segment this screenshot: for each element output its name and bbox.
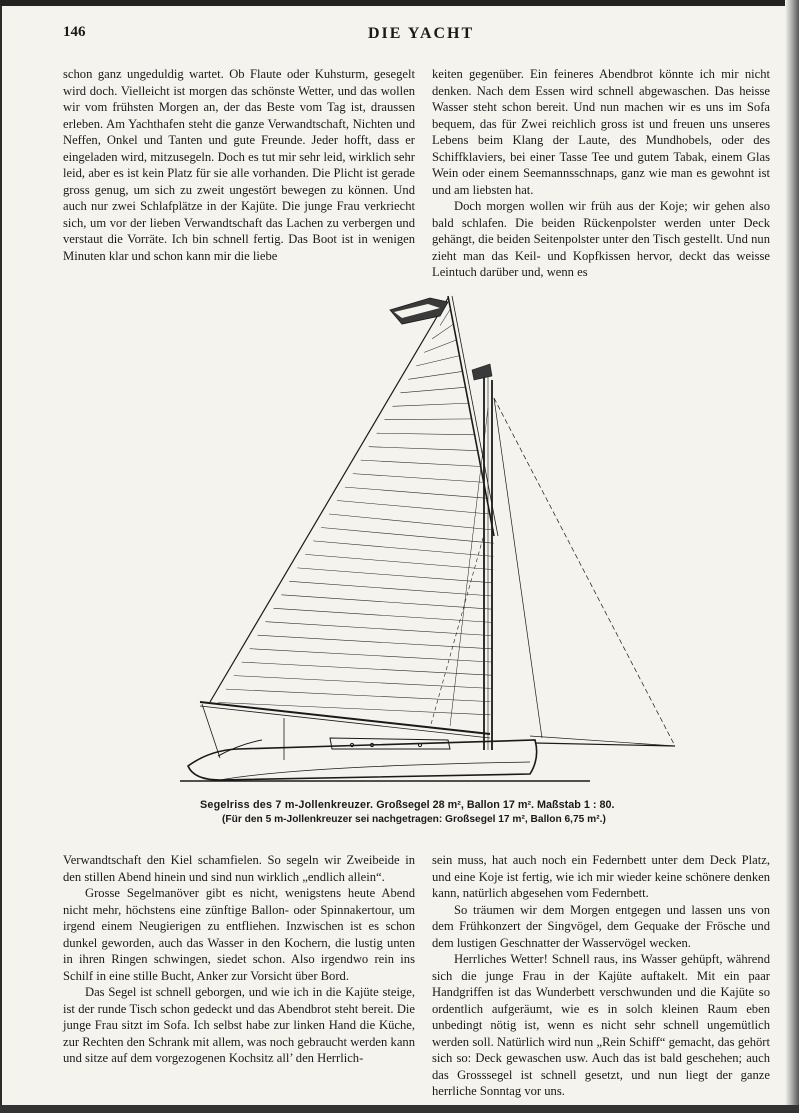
sail-seam-line [321, 528, 494, 544]
sail-seam-line [416, 356, 460, 366]
sail-seam-line [393, 403, 470, 406]
paragraph: Verwandtschaft den Kiel schamfielen. So segeln wir Zweibeide in den stillen Abend hinein und sind nun wirklich „endlich allein“. [63, 853, 415, 884]
paragraph: schon ganz ungeduldig wartet. Ob Flaute oder Kuhsturm, gesegelt wird doch. Vielleicht ist morgen das schönste Wetter, und das wollen wir vom frühsten Morgen an, der das Beste vom Tag ist, draussen erleben. Am Yachthafen steht die ganze Verwandtschaft, Nichten und Neffen, Onkel und Tanten und gute Freunde. Jeder hofft, dass er eingeladen wird, mitzusegeln. Doch es tut mir sehr leid, wirklich sehr leid, aber es ist kein Platz für sie alle vorhanden. Die Plicht ist gerade gross genug, um sich zu zweit ungestört bewegen zu können. Und auch nur zwei Schlafplätze in der Kajüte. Die junge Frau verkriecht sich, um vor der lieben Verwandtschaft das Lachen zu verbergen und verstaut die Vorräte. Ich bin schnell fertig. Das Boot ist in wenigen Minuten klar und schon kann mir die liebe [63, 67, 415, 263]
sail-seam-line [361, 460, 482, 466]
text-column-bottom-right [432, 852, 770, 1100]
sail-seam-line [377, 433, 476, 435]
running-title: DIE YACHT [368, 25, 475, 42]
sail-seam-line [234, 676, 491, 689]
sail-seam-line [289, 581, 492, 596]
paragraph: Doch morgen wollen wir früh aus der Koje; wir gehen also bald schlafen. Die beiden Rückenpolster werden unter Deck gehängt, die beiden Seitenpolster unter den Tisch gestellt. Und nun zieht man das Keil- und Kopfkissen hervor, deckt das weisse Leintuch darüber und, wenn es [432, 199, 770, 279]
sail-seam-line [345, 487, 488, 498]
sail-seam-line [250, 649, 492, 662]
sail-seam-line [424, 340, 457, 353]
paragraph: Herrliches Wetter! Schnell raus, ins Wasser gehüpft, während sich die junge Frau in der Kajüte auftakelt. Mit ein paar Handgriffen ist das Wunderbett verschwunden und die Kajüte so ordentlich aufgeräumt, wie es in solch kleinen Raum eben unbedingt nötig ist, wenn es nicht sehr schnell ungemütlich werden soll. Natürlich wird nun „Rein Schiff“ gemacht, das gehört sich so: Deck gewaschen usw. Auch das ist bald geschehen; auch das Grosssegel ist schnell gesetzt, und nun liegt der ganze herrliche Sonntag vor uns. [432, 952, 770, 1098]
figure-caption-details: Großsegel 28 m², Ballon 17 m². Maßstab 1 : 80. [376, 799, 615, 811]
sail-seam-line [258, 635, 492, 649]
paragraph: So träumen wir dem Morgen entgegen und lassen uns von dem Frühkonzert der Singvögel, dem Gequake der Frösche und dem lustigen Geschnatter der Wasservögel wecken. [432, 902, 770, 950]
paragraph: Grosse Segelmanöver gibt es nicht, wenigstens heute Abend nicht mehr, höchstens eine zünftige Ballon- oder Spinnakertour, um irgend einem Neugierigen zu entfliehen. Inzwischen ist es schon dunkel geworden, auch das Wasser in den Kochern, die lustig unten in ihren Ringen schwingen, siedet schon. Also irgendwo rein ins Schilf in eine stille Bucht, Anker zur Vorsicht über Bord. [63, 886, 415, 983]
sail-seam-line [226, 689, 491, 702]
text-column-top-right [432, 66, 770, 281]
sail-seam-line [305, 554, 493, 569]
figure-caption-note: (Für den 5 m-Jollenkreuzer sei nachgetragen: Großsegel 17 m², Ballon 6,75 m².) [222, 814, 606, 825]
paragraph: sein muss, hat auch noch ein Federnbett unter dem Deck Platz, und eine Koje ist fertig, wie ich mir wieder keine schönere denken kann, natürlich abgesehen vom Federnbett. [432, 853, 770, 900]
sail-seam-line [337, 501, 491, 515]
text-column-bottom-left [63, 852, 415, 1067]
text-column-top-left [63, 66, 415, 264]
page-number: 146 [63, 24, 86, 40]
scan-right-edge [785, 0, 799, 1113]
paragraph: Das Segel ist schnell geborgen, und wie ich in die Kajüte steige, ist der runde Tisch schon gedeckt und das Abendbrot steht bereit. Die junge Frau sitzt im Sofa. Ich selbst habe zur linken Hand die Küche, zur Rechten den Schrank mit allem, was noch gebraucht werden kann und sitze auf dem vorgezogenen Kochsitz all’ den Herrlich- [63, 985, 415, 1065]
sail-seam-line [400, 387, 466, 393]
sail-seam-line [385, 419, 473, 420]
sail-seam-line [353, 474, 485, 483]
sail-seam-line [313, 541, 493, 557]
sail-seam-line [242, 662, 491, 675]
sail-seam-line [369, 447, 479, 451]
sail-plan-drawing [180, 288, 690, 798]
sail-seam-line [274, 608, 493, 622]
sail-seam-line [297, 568, 493, 583]
scan-bottom-edge [0, 1105, 799, 1113]
paragraph: keiten gegenüber. Ein feineres Abendbrot könnte ich mir nicht denken. Nach dem Essen wird schnell abgewaschen. Das heisse Wasser steht schon bereit. Und nun machen wir es uns im Sofa bequem, das für Zwei reichlich gross ist und freuen uns unseres Lebens beim Klang der Laute, des Mundhobels, oder des Schiffklaviers, bei einer Tasse Tee und gutem Tabak, einem Glas Wein oder einem Seemannsschnaps, ganz wie man es gewohnt ist und am liebsten hat. [432, 67, 770, 197]
sail-seam-line [408, 371, 463, 379]
figure-caption-title: Segelriss des 7 m-Jollenkreuzer. [200, 799, 374, 811]
scan-top-edge [0, 0, 799, 6]
sail-seam-line [329, 514, 494, 530]
sail-seam-line [432, 324, 454, 339]
sail-seam-line [281, 595, 492, 609]
figure-caption [200, 799, 680, 811]
